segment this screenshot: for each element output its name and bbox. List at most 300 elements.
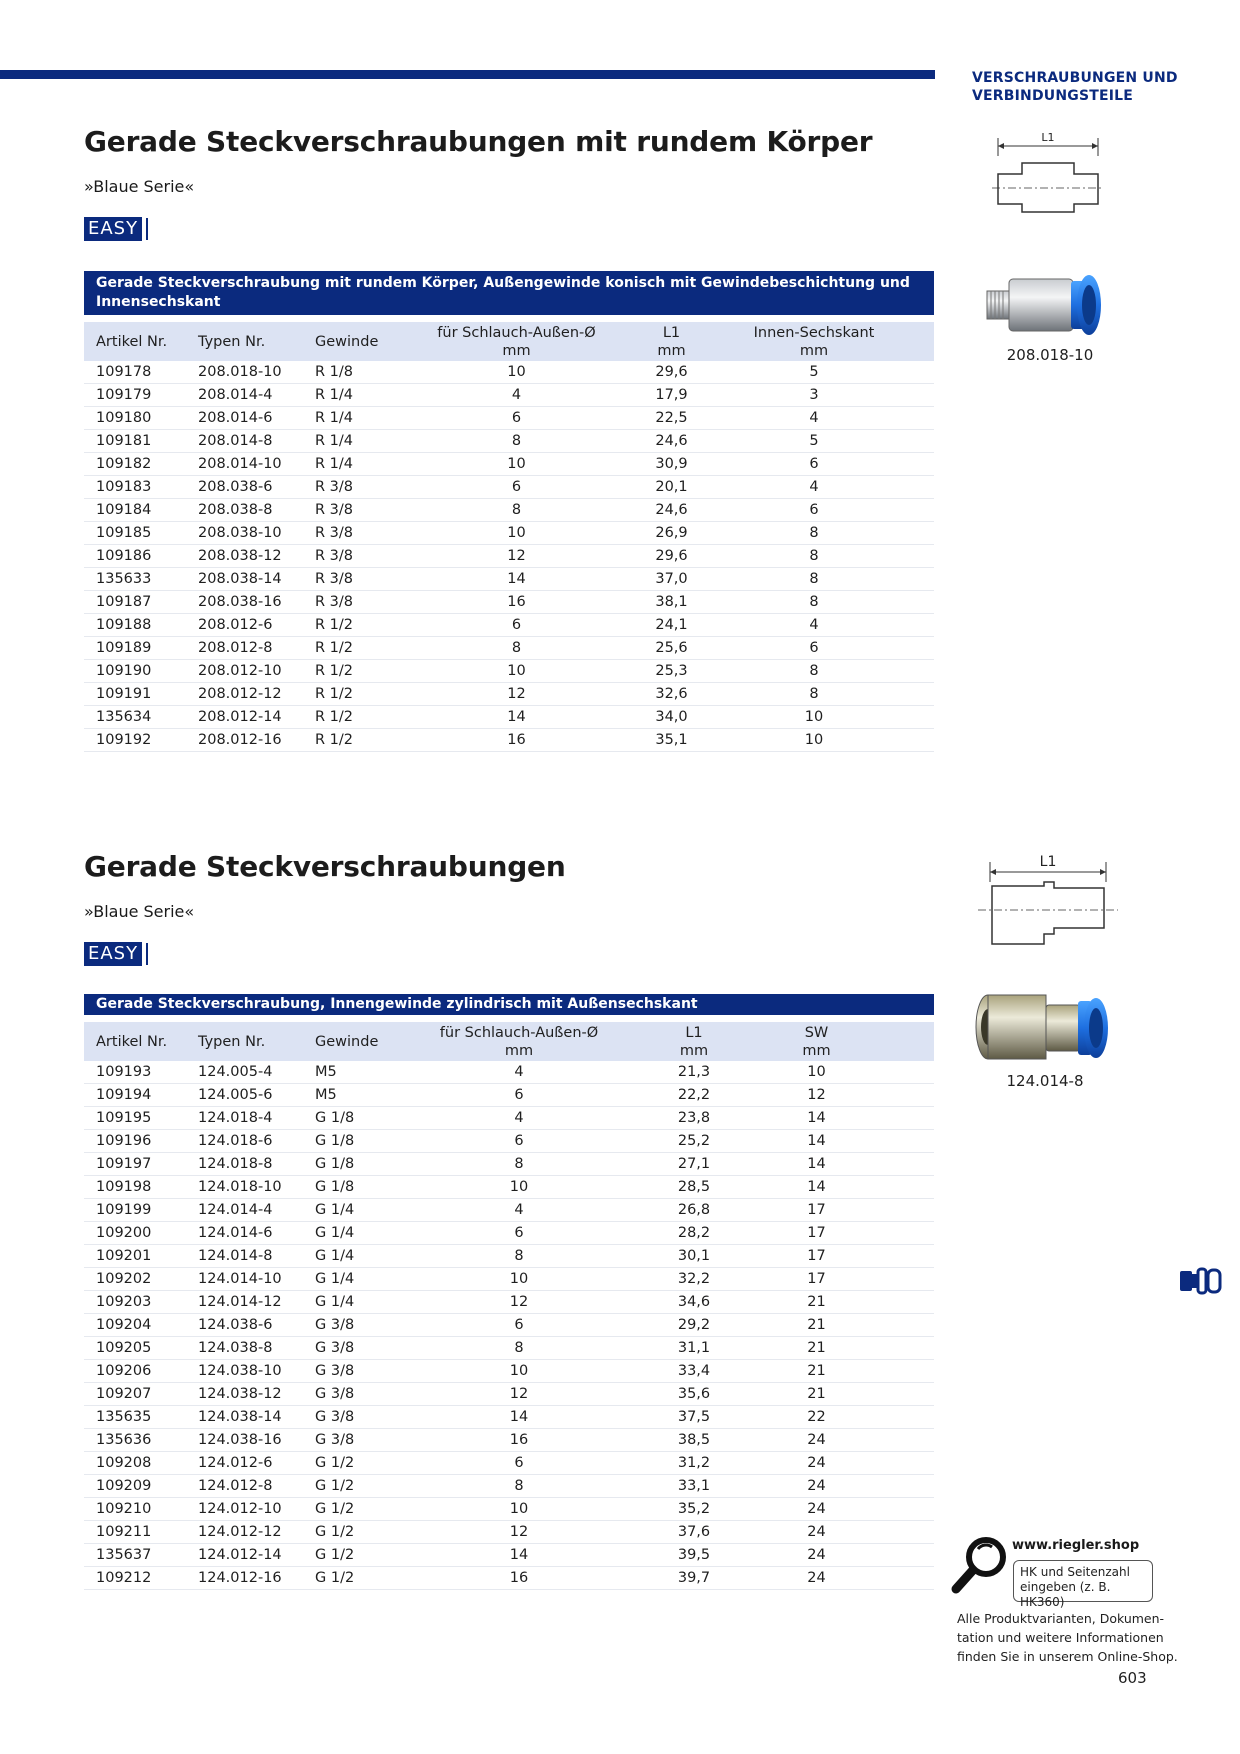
cell-schlauch: 12 <box>409 545 624 568</box>
cell-typen: 124.038-14 <box>184 1406 299 1429</box>
cell-schlauch: 8 <box>409 499 624 522</box>
cell-l1: 17,9 <box>624 384 719 407</box>
cell-gewinde: R 1/4 <box>299 407 409 430</box>
easy-badge: EASY <box>84 217 142 241</box>
cell-last: 24 <box>759 1544 874 1567</box>
cell-artikel: 109181 <box>84 430 184 453</box>
cell-last: 4 <box>719 614 909 637</box>
cell-last: 21 <box>759 1360 874 1383</box>
cell-last: 8 <box>719 660 909 683</box>
cell-schlauch: 10 <box>409 1176 629 1199</box>
section-round-body-fittings <box>84 120 934 752</box>
drawing-label: L1 <box>1039 854 1057 870</box>
cell-typen: 124.014-8 <box>184 1245 299 1268</box>
cell-gewinde: R 1/4 <box>299 430 409 453</box>
cell-l1: 39,5 <box>629 1544 759 1567</box>
cell-typen: 208.038-10 <box>184 522 299 545</box>
cell-l1: 28,5 <box>629 1176 759 1199</box>
fittings-category-icon <box>1180 1267 1222 1295</box>
cell-last: 14 <box>759 1153 874 1176</box>
cell-schlauch: 4 <box>409 1061 629 1084</box>
cell-l1: 22,2 <box>629 1084 759 1107</box>
cell-last: 6 <box>719 453 909 476</box>
cell-artikel: 109183 <box>84 476 184 499</box>
cell-artikel: 109212 <box>84 1567 184 1590</box>
cell-last: 4 <box>719 476 909 499</box>
table-row <box>84 430 934 453</box>
cell-gewinde: G 1/8 <box>299 1176 409 1199</box>
cell-typen: 124.012-6 <box>184 1452 299 1475</box>
cell-l1: 29,6 <box>624 361 719 384</box>
magnifier-icon <box>948 1533 1010 1599</box>
cell-artikel: 109188 <box>84 614 184 637</box>
section-title: Gerade Steckverschraubungen <box>84 850 566 883</box>
table-row <box>84 1429 934 1452</box>
cell-l1: 21,3 <box>629 1061 759 1084</box>
cell-l1: 35,2 <box>629 1498 759 1521</box>
cell-l1: 24,1 <box>624 614 719 637</box>
cell-artikel: 109204 <box>84 1314 184 1337</box>
cell-typen: 124.038-8 <box>184 1337 299 1360</box>
cell-last: 17 <box>759 1222 874 1245</box>
cell-artikel: 109210 <box>84 1498 184 1521</box>
cell-artikel: 109197 <box>84 1153 184 1176</box>
cell-typen: 208.012-10 <box>184 660 299 683</box>
cell-schlauch: 16 <box>409 729 624 752</box>
col-header-typen: Typen Nr. <box>198 334 266 350</box>
cell-artikel: 109201 <box>84 1245 184 1268</box>
cell-typen: 208.014-10 <box>184 453 299 476</box>
cell-gewinde: G 3/8 <box>299 1406 409 1429</box>
cell-gewinde: G 3/8 <box>299 1429 409 1452</box>
table-row <box>84 1360 934 1383</box>
cell-artikel: 109192 <box>84 729 184 752</box>
cell-gewinde: R 1/2 <box>299 706 409 729</box>
cell-artikel: 109191 <box>84 683 184 706</box>
cell-last: 8 <box>719 568 909 591</box>
cell-gewinde: R 3/8 <box>299 476 409 499</box>
cell-typen: 124.012-10 <box>184 1498 299 1521</box>
cell-gewinde: G 3/8 <box>299 1337 409 1360</box>
cell-gewinde: G 1/4 <box>299 1199 409 1222</box>
cell-schlauch: 4 <box>409 384 624 407</box>
cell-l1: 25,3 <box>624 660 719 683</box>
cell-artikel: 109189 <box>84 637 184 660</box>
cell-gewinde: R 1/2 <box>299 614 409 637</box>
table-row <box>84 407 934 430</box>
table-row <box>84 660 934 683</box>
table-row <box>84 1291 934 1314</box>
table-row <box>84 706 934 729</box>
table-row <box>84 476 934 499</box>
cell-typen: 208.012-6 <box>184 614 299 637</box>
cell-artikel: 109211 <box>84 1521 184 1544</box>
cell-schlauch: 12 <box>409 1521 629 1544</box>
cell-gewinde: G 3/8 <box>299 1383 409 1406</box>
cell-last: 21 <box>759 1314 874 1337</box>
cell-last: 21 <box>759 1291 874 1314</box>
table-row <box>84 1406 934 1429</box>
cell-l1: 39,7 <box>629 1567 759 1590</box>
cell-artikel: 109193 <box>84 1061 184 1084</box>
cell-last: 4 <box>719 407 909 430</box>
cell-artikel: 109205 <box>84 1337 184 1360</box>
cell-l1: 28,2 <box>629 1222 759 1245</box>
table-row <box>84 361 934 384</box>
cell-typen: 208.012-14 <box>184 706 299 729</box>
cell-last: 21 <box>759 1337 874 1360</box>
cell-gewinde: R 1/8 <box>299 361 409 384</box>
cell-schlauch: 12 <box>409 1383 629 1406</box>
cell-gewinde: R 3/8 <box>299 591 409 614</box>
table-row <box>84 729 934 752</box>
easy-badge: EASY <box>84 942 142 966</box>
cell-artikel: 109184 <box>84 499 184 522</box>
cell-schlauch: 10 <box>409 1360 629 1383</box>
cell-artikel: 109207 <box>84 1383 184 1406</box>
cell-l1: 27,1 <box>629 1153 759 1176</box>
cell-l1: 24,6 <box>624 430 719 453</box>
cell-schlauch: 8 <box>409 1245 629 1268</box>
cell-gewinde: G 1/2 <box>299 1498 409 1521</box>
cell-l1: 37,5 <box>629 1406 759 1429</box>
easy-badge-divider <box>146 218 148 240</box>
cell-schlauch: 6 <box>409 1130 629 1153</box>
col-header-typen: Typen Nr. <box>198 1034 266 1050</box>
cell-last: 8 <box>719 591 909 614</box>
cell-artikel: 135637 <box>84 1544 184 1567</box>
col-header-schlauch: für Schlauch-Außen-Ø mm <box>437 325 596 359</box>
cell-last: 5 <box>719 361 909 384</box>
cell-typen: 124.038-12 <box>184 1383 299 1406</box>
shop-info-text: Alle Produktvarianten, Dokumen- tation und weitere Informationen finden Sie in unserem Online-Shop. <box>957 1611 1178 1664</box>
cell-schlauch: 16 <box>409 1567 629 1590</box>
cell-l1: 33,1 <box>629 1475 759 1498</box>
table-row <box>84 1245 934 1268</box>
cell-schlauch: 6 <box>409 1084 629 1107</box>
cell-l1: 32,2 <box>629 1268 759 1291</box>
cell-schlauch: 14 <box>409 568 624 591</box>
table-header-row <box>84 1022 934 1061</box>
cell-schlauch: 8 <box>409 430 624 453</box>
cell-schlauch: 12 <box>409 683 624 706</box>
cell-schlauch: 8 <box>409 1337 629 1360</box>
cell-typen: 208.038-6 <box>184 476 299 499</box>
cell-typen: 124.012-12 <box>184 1521 299 1544</box>
cell-schlauch: 12 <box>409 1291 629 1314</box>
shop-url[interactable]: www.riegler.shop <box>1012 1538 1140 1553</box>
cell-artikel: 109178 <box>84 361 184 384</box>
cell-l1: 30,9 <box>624 453 719 476</box>
page-number: 603 <box>1118 1669 1147 1687</box>
cell-gewinde: R 1/4 <box>299 453 409 476</box>
cell-artikel: 109196 <box>84 1130 184 1153</box>
cell-schlauch: 10 <box>409 453 624 476</box>
cell-l1: 29,6 <box>624 545 719 568</box>
cell-l1: 31,2 <box>629 1452 759 1475</box>
cell-last: 24 <box>759 1452 874 1475</box>
cell-typen: 124.014-10 <box>184 1268 299 1291</box>
cell-artikel: 109179 <box>84 384 184 407</box>
table-row <box>84 1130 934 1153</box>
cell-artikel: 135633 <box>84 568 184 591</box>
col-header-sw: SW mm <box>802 1025 831 1059</box>
cell-l1: 25,2 <box>629 1130 759 1153</box>
cell-typen: 208.038-14 <box>184 568 299 591</box>
easy-badge-row <box>84 942 934 966</box>
table-row <box>84 1314 934 1337</box>
cell-gewinde: M5 <box>299 1061 409 1084</box>
cell-schlauch: 14 <box>409 706 624 729</box>
cell-last: 24 <box>759 1429 874 1452</box>
cell-schlauch: 4 <box>409 1199 629 1222</box>
cell-l1: 22,5 <box>624 407 719 430</box>
photo-caption: 124.014-8 <box>1006 1072 1084 1090</box>
cell-schlauch: 6 <box>409 476 624 499</box>
cell-artikel: 109182 <box>84 453 184 476</box>
cell-l1: 35,1 <box>624 729 719 752</box>
cell-gewinde: G 1/8 <box>299 1153 409 1176</box>
cell-last: 24 <box>759 1567 874 1590</box>
table-row <box>84 1452 934 1475</box>
cell-gewinde: R 3/8 <box>299 499 409 522</box>
cell-last: 6 <box>719 499 909 522</box>
table-row <box>84 1498 934 1521</box>
cell-typen: 124.038-16 <box>184 1429 299 1452</box>
cell-l1: 34,0 <box>624 706 719 729</box>
cell-gewinde: G 1/2 <box>299 1567 409 1590</box>
table-row <box>84 1521 934 1544</box>
cell-gewinde: G 1/8 <box>299 1107 409 1130</box>
cell-last: 17 <box>759 1199 874 1222</box>
table-row <box>84 1383 934 1406</box>
table-row <box>84 1153 934 1176</box>
cell-last: 5 <box>719 430 909 453</box>
table-row <box>84 1061 934 1084</box>
table-row <box>84 568 934 591</box>
cell-schlauch: 8 <box>409 637 624 660</box>
table-row <box>84 545 934 568</box>
table-title: Gerade Steckverschraubung mit rundem Körper, Außengewinde konisch mit Gewindebeschichtung und Innensechskant <box>84 271 934 315</box>
table-row <box>84 591 934 614</box>
col-header-gewinde: Gewinde <box>315 1034 379 1050</box>
cell-schlauch: 6 <box>409 1314 629 1337</box>
col-header-artikel: Artikel Nr. <box>96 334 168 350</box>
cell-last: 14 <box>759 1176 874 1199</box>
cell-last: 21 <box>759 1383 874 1406</box>
cell-typen: 124.038-10 <box>184 1360 299 1383</box>
cell-last: 14 <box>759 1130 874 1153</box>
table-row <box>84 614 934 637</box>
cell-typen: 208.012-16 <box>184 729 299 752</box>
col-header-artikel: Artikel Nr. <box>96 1034 168 1050</box>
cell-artikel: 109202 <box>84 1268 184 1291</box>
cell-typen: 208.018-10 <box>184 361 299 384</box>
cell-typen: 124.018-10 <box>184 1176 299 1199</box>
cell-typen: 208.038-16 <box>184 591 299 614</box>
shop-hint-box: HK und Seitenzahl eingeben (z. B. HK360) <box>1013 1560 1153 1602</box>
cell-typen: 124.005-4 <box>184 1061 299 1084</box>
col-header-sechskant: Innen-Sechskant mm <box>753 325 875 359</box>
cell-schlauch: 6 <box>409 407 624 430</box>
cell-l1: 26,8 <box>629 1199 759 1222</box>
technical-drawing-straight <box>978 850 1118 945</box>
cell-gewinde: M5 <box>299 1084 409 1107</box>
cell-typen: 124.012-14 <box>184 1544 299 1567</box>
cell-gewinde: G 1/2 <box>299 1475 409 1498</box>
cell-l1: 35,6 <box>629 1383 759 1406</box>
product-table <box>84 1022 934 1590</box>
cell-gewinde: R 3/8 <box>299 545 409 568</box>
cell-typen: 208.038-12 <box>184 545 299 568</box>
cell-last: 24 <box>759 1521 874 1544</box>
table-row <box>84 453 934 476</box>
cell-l1: 32,6 <box>624 683 719 706</box>
cell-last: 8 <box>719 522 909 545</box>
cell-artikel: 109190 <box>84 660 184 683</box>
table-row <box>84 384 934 407</box>
cell-typen: 208.012-8 <box>184 637 299 660</box>
technical-drawing-round-body <box>990 130 1110 220</box>
cell-l1: 29,2 <box>629 1314 759 1337</box>
cell-artikel: 109195 <box>84 1107 184 1130</box>
cell-schlauch: 4 <box>409 1107 629 1130</box>
cell-artikel: 109198 <box>84 1176 184 1199</box>
cell-artikel: 135635 <box>84 1406 184 1429</box>
cell-gewinde: R 1/2 <box>299 660 409 683</box>
cell-last: 10 <box>759 1061 874 1084</box>
cell-last: 17 <box>759 1268 874 1291</box>
table-row <box>84 683 934 706</box>
cell-schlauch: 14 <box>409 1544 629 1567</box>
cell-l1: 30,1 <box>629 1245 759 1268</box>
cell-gewinde: G 1/4 <box>299 1222 409 1245</box>
table-row <box>84 1567 934 1590</box>
cell-gewinde: G 1/2 <box>299 1544 409 1567</box>
product-photo-208 <box>985 265 1110 345</box>
cell-l1: 24,6 <box>624 499 719 522</box>
cell-last: 17 <box>759 1245 874 1268</box>
cell-gewinde: G 1/4 <box>299 1291 409 1314</box>
cell-l1: 23,8 <box>629 1107 759 1130</box>
cell-schlauch: 14 <box>409 1406 629 1429</box>
table-row <box>84 1222 934 1245</box>
cell-gewinde: G 1/4 <box>299 1268 409 1291</box>
cell-gewinde: G 3/8 <box>299 1360 409 1383</box>
cell-artikel: 109199 <box>84 1199 184 1222</box>
cell-last: 3 <box>719 384 909 407</box>
cell-gewinde: R 3/8 <box>299 568 409 591</box>
cell-last: 24 <box>759 1475 874 1498</box>
cell-gewinde: G 1/4 <box>299 1245 409 1268</box>
table-row <box>84 637 934 660</box>
cell-artikel: 135634 <box>84 706 184 729</box>
cell-typen: 124.018-8 <box>184 1153 299 1176</box>
cell-last: 6 <box>719 637 909 660</box>
cell-schlauch: 10 <box>409 1498 629 1521</box>
col-header-gewinde: Gewinde <box>315 334 379 350</box>
cell-last: 10 <box>719 729 909 752</box>
col-header-l1: L1 mm <box>679 1025 709 1059</box>
cell-l1: 25,6 <box>624 637 719 660</box>
cell-l1: 37,0 <box>624 568 719 591</box>
drawing-label: L1 <box>1041 131 1055 144</box>
cell-l1: 37,6 <box>629 1521 759 1544</box>
cell-typen: 208.014-4 <box>184 384 299 407</box>
easy-badge-divider <box>146 943 148 965</box>
cell-gewinde: G 1/2 <box>299 1452 409 1475</box>
cell-gewinde: G 3/8 <box>299 1314 409 1337</box>
col-header-schlauch: für Schlauch-Außen-Ø mm <box>439 1025 599 1059</box>
cell-l1: 31,1 <box>629 1337 759 1360</box>
cell-typen: 124.014-6 <box>184 1222 299 1245</box>
section-title: Gerade Steckverschraubungen mit rundem Körper <box>84 125 873 158</box>
cell-typen: 124.018-6 <box>184 1130 299 1153</box>
cell-artikel: 109200 <box>84 1222 184 1245</box>
table-row <box>84 1199 934 1222</box>
cell-artikel: 135636 <box>84 1429 184 1452</box>
cell-typen: 208.014-8 <box>184 430 299 453</box>
cell-artikel: 109180 <box>84 407 184 430</box>
cell-schlauch: 6 <box>409 614 624 637</box>
cell-gewinde: R 1/2 <box>299 683 409 706</box>
cell-schlauch: 10 <box>409 1268 629 1291</box>
cell-typen: 124.012-16 <box>184 1567 299 1590</box>
table-row <box>84 1084 934 1107</box>
easy-badge-row <box>84 217 934 241</box>
table-row <box>84 1337 934 1360</box>
product-table <box>84 322 934 752</box>
cell-schlauch: 16 <box>409 591 624 614</box>
section-subtitle: »Blaue Serie« <box>84 177 195 196</box>
cell-schlauch: 8 <box>409 1153 629 1176</box>
cell-artikel: 109203 <box>84 1291 184 1314</box>
cell-typen: 124.014-12 <box>184 1291 299 1314</box>
cell-typen: 124.014-4 <box>184 1199 299 1222</box>
cell-gewinde: R 1/2 <box>299 637 409 660</box>
cell-l1: 38,5 <box>629 1429 759 1452</box>
top-accent-bar <box>0 70 935 79</box>
product-photo-124 <box>972 985 1122 1070</box>
cell-typen: 208.014-6 <box>184 407 299 430</box>
cell-l1: 33,4 <box>629 1360 759 1383</box>
cell-last: 22 <box>759 1406 874 1429</box>
table-row <box>84 1268 934 1291</box>
cell-schlauch: 6 <box>409 1222 629 1245</box>
table-row <box>84 522 934 545</box>
photo-caption: 208.018-10 <box>1006 346 1094 364</box>
cell-schlauch: 16 <box>409 1429 629 1452</box>
cell-last: 10 <box>719 706 909 729</box>
cell-artikel: 109208 <box>84 1452 184 1475</box>
cell-artikel: 109187 <box>84 591 184 614</box>
cell-schlauch: 8 <box>409 1475 629 1498</box>
table-row <box>84 1176 934 1199</box>
cell-l1: 34,6 <box>629 1291 759 1314</box>
cell-artikel: 109194 <box>84 1084 184 1107</box>
cell-last: 14 <box>759 1107 874 1130</box>
cell-schlauch: 10 <box>409 522 624 545</box>
cell-gewinde: R 1/2 <box>299 729 409 752</box>
table-row <box>84 1107 934 1130</box>
cell-artikel: 109206 <box>84 1360 184 1383</box>
cell-schlauch: 6 <box>409 1452 629 1475</box>
cell-schlauch: 10 <box>409 660 624 683</box>
table-row <box>84 1544 934 1567</box>
table-title: Gerade Steckverschraubung, Innengewinde zylindrisch mit Außensechskant <box>84 994 934 1015</box>
col-header-l1: L1 mm <box>657 325 686 359</box>
cell-typen: 124.038-6 <box>184 1314 299 1337</box>
